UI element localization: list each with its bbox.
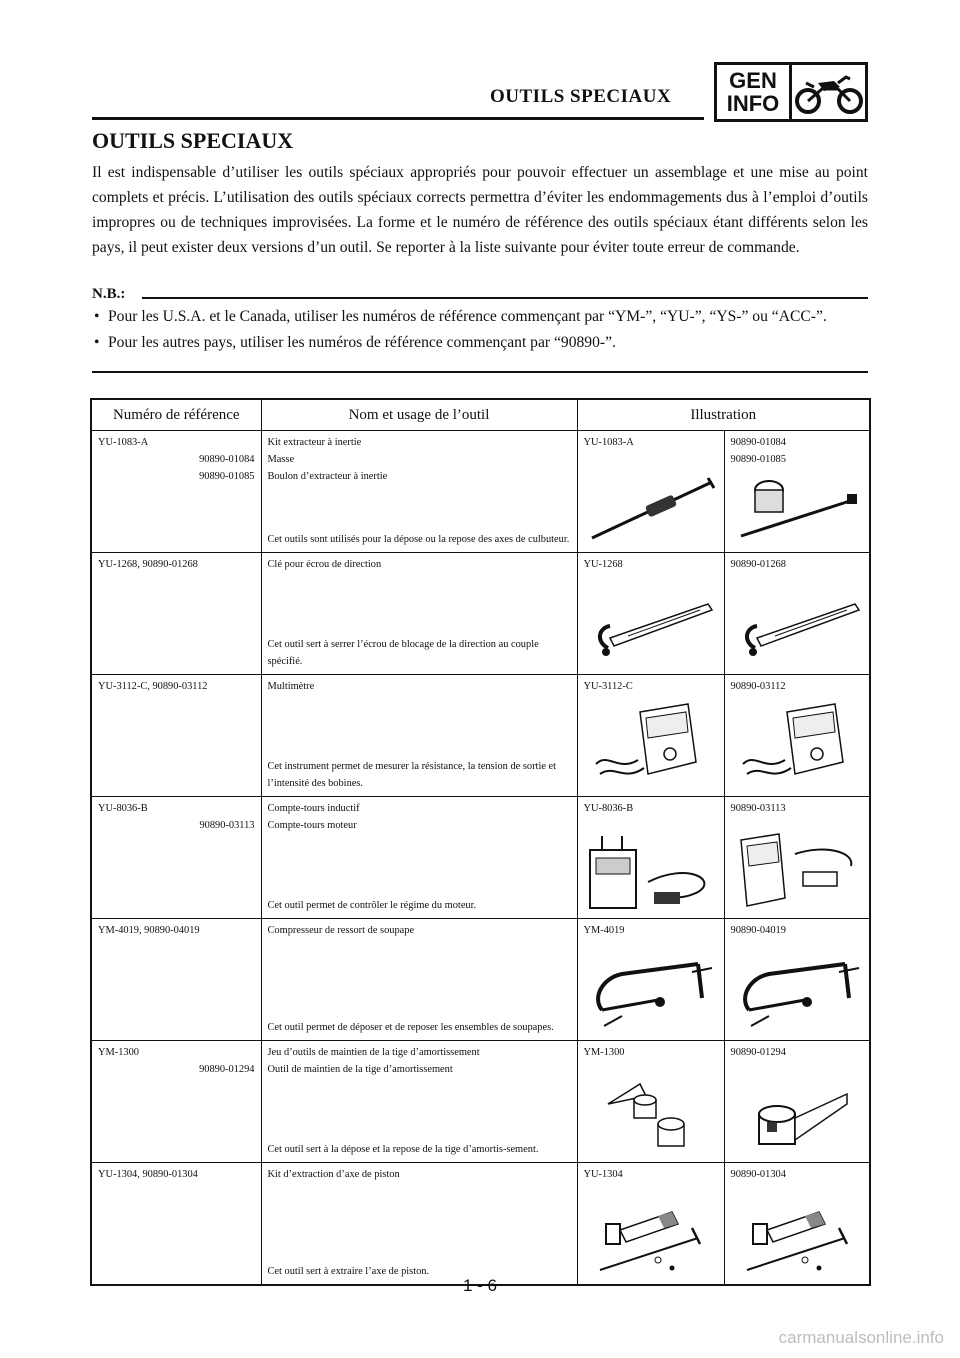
reference-cell — [91, 675, 261, 797]
tool-name: Kit d’extraction d’axe de piston — [267, 1169, 400, 1180]
illustration-label: 90890-01084 — [730, 437, 786, 448]
name-cell — [261, 553, 577, 675]
table-row — [91, 1041, 870, 1163]
illustration-cell — [724, 431, 870, 553]
tool-name: Kit extracteur à inertie — [267, 437, 362, 448]
slide-hammer-illustration — [588, 466, 718, 546]
ref-number: YM-4019, 90890-04019 — [98, 925, 200, 936]
badge-info: INFO — [726, 91, 780, 116]
table-row — [91, 553, 870, 675]
note-label: N.B.: — [92, 286, 126, 302]
illustration-cell — [577, 1163, 724, 1286]
weight-bolt-illustration — [735, 470, 865, 546]
illustration-label: YU-1268 — [583, 559, 623, 570]
header-illustration: Illustration — [577, 399, 870, 431]
illustration-label: YM-4019 — [583, 925, 625, 936]
illustration-label: 90890-04019 — [730, 925, 786, 936]
illustration-label: YU-3112-C — [583, 681, 633, 692]
multimeter-illustration — [588, 702, 718, 790]
tool-name: Compte-tours moteur — [267, 820, 357, 831]
tool-name: Compresseur de ressort de soupape — [267, 925, 415, 936]
ref-number: YU-8036-B — [98, 803, 148, 814]
reference-cell — [91, 553, 261, 675]
note-item: • Pour les U.S.A. et le Canada, utiliser les numéros de référence commençant par “YM-”, “YU-”, “YS-” ou “ACC-”. — [92, 306, 868, 328]
reference-cell — [91, 1041, 261, 1163]
illustration-label: YM-1300 — [583, 1047, 625, 1058]
table-row — [91, 675, 870, 797]
tool-name: Multimètre — [267, 681, 315, 692]
table-row — [91, 1163, 870, 1286]
reference-cell — [91, 797, 261, 919]
tool-name: Clé pour écrou de direction — [267, 559, 382, 570]
tool-name: Boulon d’extracteur à inertie — [267, 471, 388, 482]
valve-spring-compressor-illustration — [588, 958, 718, 1034]
ref-number: YU-1083-A — [98, 437, 149, 448]
name-cell — [261, 1041, 577, 1163]
multimeter-illustration — [735, 702, 865, 790]
ref-number: YM-1300 — [98, 1047, 139, 1058]
illustration-label: 90890-03113 — [730, 803, 786, 814]
piston-pin-puller-illustration — [735, 1198, 865, 1278]
table-row — [91, 431, 870, 553]
name-cell — [261, 1163, 577, 1286]
tool-usage: Cet outils sont utilisés pour la dépose ou la repose des axes de culbuteur. — [267, 534, 570, 545]
badge-gen: GEN — [729, 68, 777, 93]
illustration-label: 90890-01294 — [730, 1047, 786, 1058]
name-cell — [261, 919, 577, 1041]
tool-usage: Cet outil sert à serrer l’écrou de blocage de la direction au couple spécifié. — [267, 639, 539, 667]
illustration-label: 90890-03112 — [730, 681, 786, 692]
table-row — [91, 919, 870, 1041]
illustration-cell — [724, 675, 870, 797]
valve-spring-compressor-illustration — [735, 958, 865, 1034]
illustration-label: YU-1304 — [583, 1169, 623, 1180]
header-name-usage: Nom et usage de l’outil — [261, 399, 577, 431]
tool-name: Outil de maintien de la tige d’amortissement — [267, 1064, 453, 1075]
header-reference: Numéro de référence — [91, 399, 261, 431]
ref-number: 90890-01294 — [199, 1064, 255, 1075]
tool-usage: Cet outil sert à la dépose et la repose de la tige d’amortis-sement. — [267, 1144, 539, 1155]
note-item: • Pour les autres pays, utiliser les numéros de référence commençant par “90890-”. — [92, 332, 868, 354]
motorcycle-icon — [792, 65, 865, 119]
damper-rod-holder-illustration — [588, 1074, 718, 1156]
illustration-label: 90890-01268 — [730, 559, 786, 570]
gen-info-label — [717, 65, 792, 119]
damper-rod-holder-illustration — [735, 1074, 865, 1156]
ref-number: 90890-01084 — [199, 454, 255, 465]
ref-number: YU-1304, 90890-01304 — [98, 1169, 198, 1180]
illustration-cell — [577, 431, 724, 553]
watermark: carmanualsonline.info — [778, 1328, 944, 1347]
illustration-label: YU-8036-B — [583, 803, 634, 814]
illustration-label: 90890-01085 — [730, 454, 786, 465]
table-row — [91, 797, 870, 919]
illustration-cell — [724, 1041, 870, 1163]
page-header — [92, 62, 868, 124]
note-list — [92, 306, 868, 358]
ref-number: 90890-01085 — [199, 471, 255, 482]
illustration-cell — [577, 675, 724, 797]
ref-number: YU-1268, 90890-01268 — [98, 559, 198, 570]
special-tools-table — [90, 398, 871, 1286]
reference-cell — [91, 1163, 261, 1286]
section-badge — [714, 62, 868, 122]
illustration-cell — [724, 553, 870, 675]
piston-pin-puller-illustration — [588, 1198, 718, 1278]
tool-usage: Cet outil sert à extraire l’axe de piston. — [267, 1266, 430, 1277]
page-number: 1 - 6 — [462, 1276, 498, 1295]
header-rule — [92, 117, 704, 120]
intro-paragraph: Il est indispensable d’utiliser les outils spéciaux appropriés pour pouvoir effectuer un assemblage et une mise au point complets et précis. L’utilisation des outils spéciaux corrects permettra d’éviter les endommagements dus à l’emploi d’outils impropres ou de techniques improvisées. La forme et le numéro de référence des outils spéciaux étant différents selon les pays, il peut exister deux versions d’un outil. Se reporter à la liste suivante pour éviter toute erreur de commande. — [92, 164, 868, 256]
reference-cell — [91, 919, 261, 1041]
tool-name: Jeu d’outils de maintien de la tige d’amortissement — [267, 1047, 480, 1058]
illustration-label: YU-1083-A — [583, 437, 634, 448]
tool-name: Masse — [267, 454, 295, 465]
steering-wrench-illustration — [735, 598, 865, 668]
name-cell — [261, 675, 577, 797]
tool-name: Compte-tours inductif — [267, 803, 360, 814]
tool-usage: Cet outil permet de contrôler le régime du moteur. — [267, 900, 477, 911]
tachometer-illustration — [588, 832, 718, 912]
note-end-rule — [92, 371, 868, 373]
illustration-cell — [577, 1041, 724, 1163]
illustration-label: 90890-01304 — [730, 1169, 786, 1180]
header-title: OUTILS SPECIAUX — [490, 86, 672, 107]
note-rule — [142, 297, 868, 299]
illustration-cell — [577, 553, 724, 675]
reference-cell — [91, 431, 261, 553]
illustration-cell — [577, 797, 724, 919]
name-cell — [261, 797, 577, 919]
tachometer-illustration — [735, 832, 865, 912]
illustration-cell — [724, 1163, 870, 1286]
ref-number: 90890-03113 — [199, 820, 255, 831]
section-title: OUTILS SPECIAUX — [92, 128, 294, 153]
illustration-cell — [577, 919, 724, 1041]
name-cell — [261, 431, 577, 553]
ref-number: YU-3112-C, 90890-03112 — [98, 681, 208, 692]
illustration-cell — [724, 797, 870, 919]
tool-usage: Cet outil permet de déposer et de reposer les ensembles de soupapes. — [267, 1022, 554, 1033]
illustration-cell — [724, 919, 870, 1041]
tool-usage: Cet instrument permet de mesurer la résistance, la tension de sortie et l’intensité des bobines. — [267, 761, 557, 789]
steering-wrench-illustration — [588, 598, 718, 668]
